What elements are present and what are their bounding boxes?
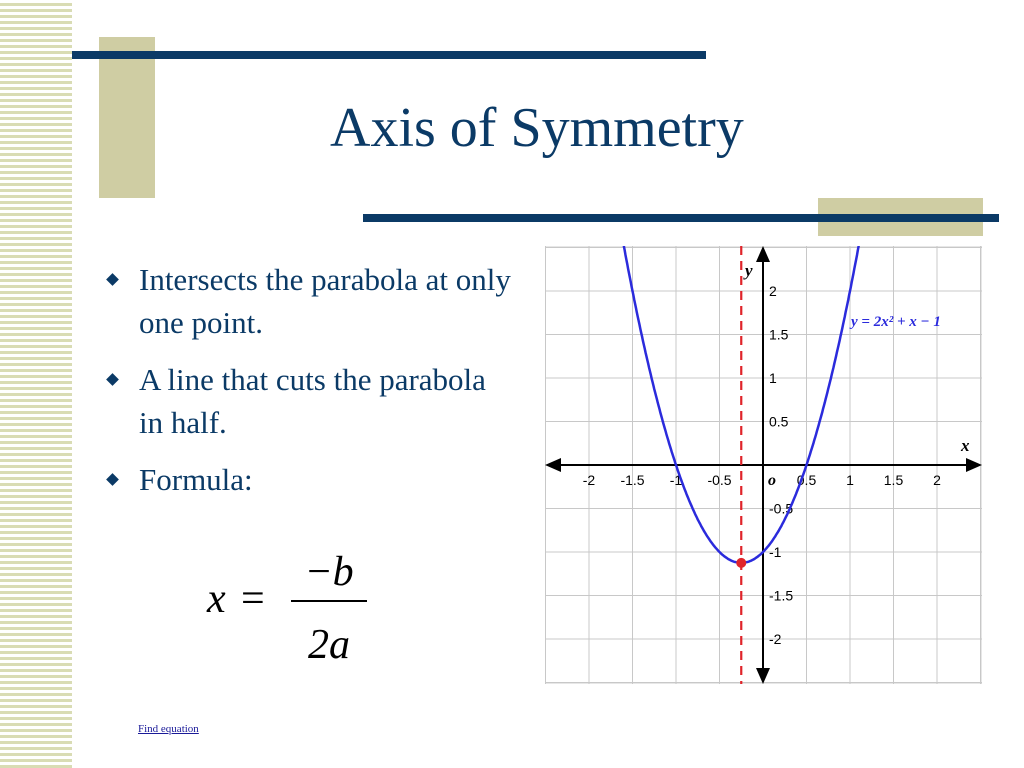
y-tick-label: 1.5 <box>769 326 789 343</box>
x-tick-label: -1.5 <box>620 472 645 488</box>
symmetry-formula <box>205 540 385 670</box>
bullet-list <box>105 258 515 515</box>
formula-lhs: x <box>207 576 226 622</box>
decorative-stripes <box>0 0 72 768</box>
formula-numerator: −b <box>304 549 354 595</box>
bullet-item <box>105 258 515 344</box>
diamond-bullet-icon <box>106 273 119 286</box>
y-tick-label: -2 <box>769 631 782 647</box>
y-tick-label: -0.5 <box>769 500 794 517</box>
formula-denominator: 2a <box>308 622 350 668</box>
vertex-point <box>736 558 746 568</box>
formula-equals: = <box>241 576 265 622</box>
diamond-bullet-icon <box>106 473 119 486</box>
find-equation-link[interactable]: Find equation <box>138 723 199 735</box>
decorative-line-bottom <box>363 214 999 222</box>
decorative-block-left <box>99 37 155 198</box>
diamond-bullet-icon <box>106 373 119 386</box>
x-tick-label: -0.5 <box>707 472 732 488</box>
x-tick-label: -2 <box>582 472 596 488</box>
y-tick-label: 1 <box>769 370 777 386</box>
y-tick-label: 0.5 <box>769 413 789 430</box>
x-tick-label: 1 <box>846 472 854 488</box>
bullet-item <box>105 458 515 501</box>
parabola-graph <box>545 246 982 684</box>
x-tick-label: 0.5 <box>796 472 817 488</box>
equation-label: y = 2x² + x − 1 <box>851 314 941 330</box>
x-tick-label: 1.5 <box>883 472 904 488</box>
y-tick-label: -1 <box>769 544 782 560</box>
x-axis-label: x <box>961 436 970 455</box>
y-tick-label: 2 <box>769 283 777 299</box>
origin-label: o <box>768 472 776 489</box>
y-axis-label: y <box>745 261 753 280</box>
bullet-text: A line that cuts the parabola in half. <box>139 362 486 440</box>
y-tick-label: -1.5 <box>769 587 794 604</box>
x-tick-label: 2 <box>933 472 941 488</box>
x-tick-label: -1 <box>669 472 683 488</box>
bullet-text: Intersects the parabola at only one point. <box>139 262 511 340</box>
bullet-item <box>105 358 515 444</box>
decorative-line-top <box>72 51 706 59</box>
slide-title: Axis of Symmetry <box>330 97 744 159</box>
bullet-text: Formula: <box>139 462 253 497</box>
